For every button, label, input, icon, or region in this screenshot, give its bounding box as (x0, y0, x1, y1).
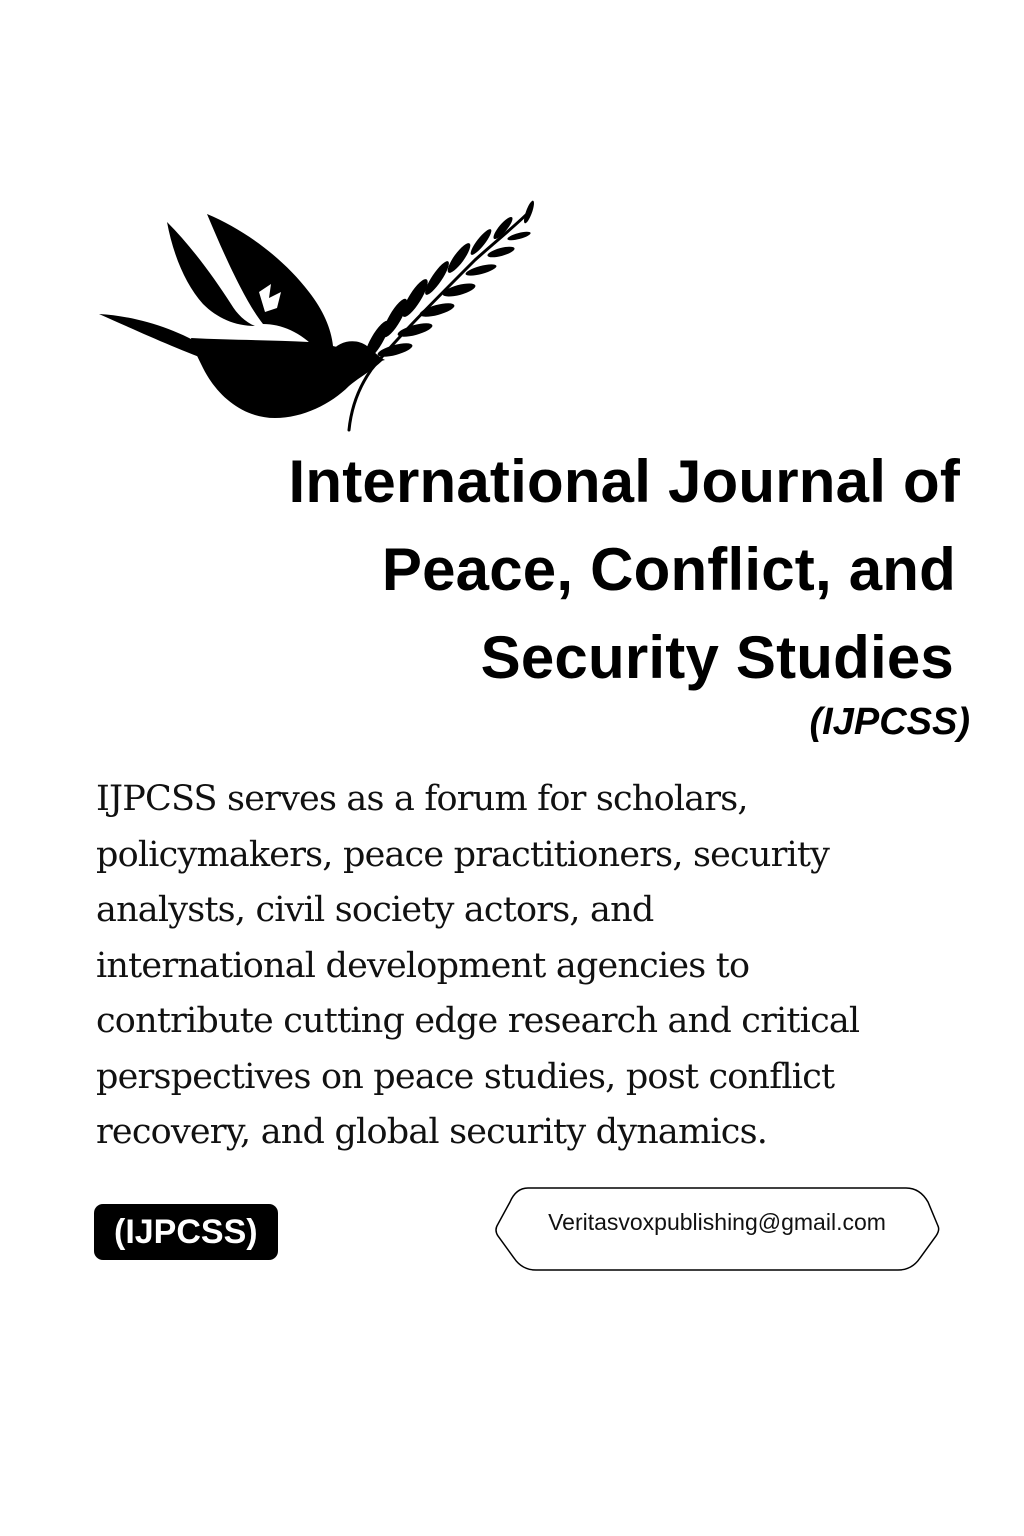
journal-acronym: (IJPCSS) (809, 701, 970, 743)
journal-description (96, 772, 956, 1161)
dove-front-wing (207, 214, 333, 350)
description-line: analysts, civil society actors, and (96, 890, 654, 930)
description-line: international development agencies to (96, 945, 750, 986)
dove-tail (99, 314, 213, 362)
olive-leaves (361, 200, 536, 362)
acronym-badge: (IJPCSS) (94, 1204, 278, 1260)
description-line: IJPCSS serves as a forum for scholars, (96, 779, 748, 819)
contact-email[interactable]: Veritasvoxpublishing@gmail.com (548, 1209, 886, 1235)
title-line-3: Security Studies (480, 624, 954, 691)
description-line: recovery, and global security dynamics. (96, 1112, 768, 1152)
description-line: contribute cutting edge research and critical (96, 1001, 860, 1041)
contact-email-pill[interactable] (494, 1186, 940, 1272)
description-line: policymakers, peace practitioners, security (96, 834, 830, 875)
dove-with-olive-branch-icon (95, 200, 555, 440)
title-line-2: Peace, Conflict, and (381, 536, 956, 603)
journal-title (200, 438, 960, 702)
dove-logo (95, 200, 555, 440)
description-line: perspectives on peace studies, post conflict (96, 1056, 835, 1097)
olive-branch-stem (349, 212, 529, 430)
title-line-1: International Journal of (288, 448, 960, 515)
